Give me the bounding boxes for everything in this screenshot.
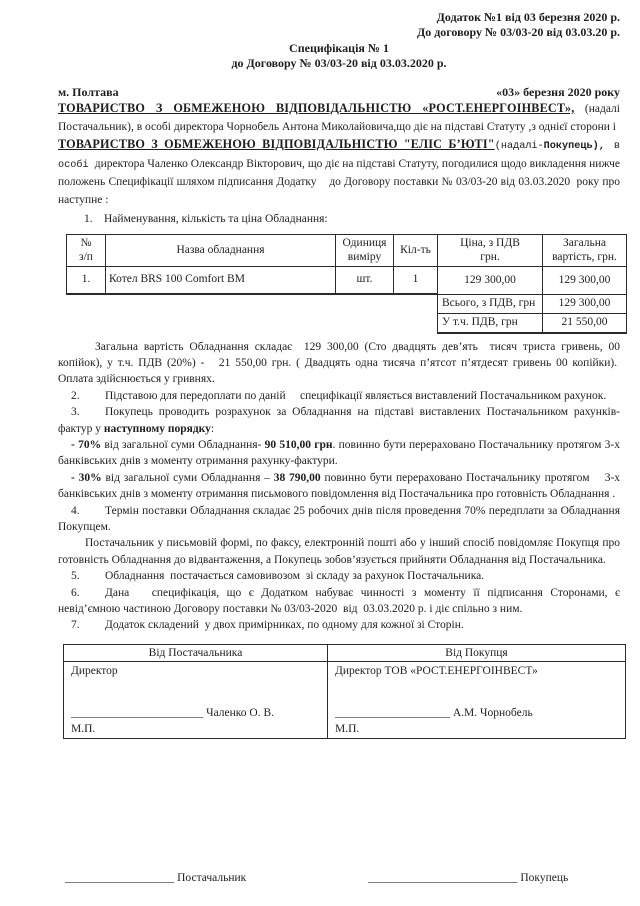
payment-30-paragraph: - 30% від загальної суми Обладнання – 38 790,00 повинно бути перераховано Постачальнику протягом 3-х банківських днів з моменту отримання письмового повідомлення від Постачальника про готовність Обладнання . [58, 471, 621, 501]
clause-7-text: Додаток складений у двох примірниках, по одному для кожної зі Сторін. [105, 619, 464, 632]
footer-buyer-sign [368, 872, 568, 884]
buyer-signer-name: А.М. Чорнобель [452, 706, 533, 719]
clause-6 [58, 585, 620, 618]
row-price: 129 300,00 [438, 267, 543, 295]
notification-paragraph: Постачальник у письмовій формі, по факсу, електронній пошті або у інший спосіб повідомляє Покупця про готовність Обладнання до відвантаження, а Покупець зобов’язується прийняти Обладнання від Постачальника. [58, 537, 620, 566]
supplier-company-name: ТОВАРИСТВО З ОБМЕЖЕНОЮ ВІДПОВІДАЛЬНІСТЮ «РОСТ.ЕНЕРГОІНВЕСТ», [58, 101, 575, 115]
buyer-signature-line [335, 705, 618, 721]
supplier-role: Директор [71, 664, 118, 677]
buyer-alias-suffix: в особі [58, 141, 620, 171]
clause-1-text: Найменування, кількість та ціна Обладнання: [104, 213, 328, 225]
equipment-table-header [67, 235, 627, 267]
clause-3-colon: : [210, 422, 215, 435]
clause-2 [58, 388, 620, 404]
spec-title-block [58, 41, 620, 71]
buyer-seal-label: М.П. [335, 722, 360, 735]
payment-70-paragraph: - 70% від загальної суми Обладнання- 90 510,00 грн. повинно бути перераховано Постачальнику протягом 3-х банківських днів з моменту отримання рахунку-фактури. [58, 438, 620, 468]
total-label: Всього, з ПДВ, грн [438, 294, 543, 313]
footer-supplier-blank: ___________________ [65, 872, 175, 884]
buyer-alias-prefix: (надалі- [494, 141, 544, 152]
clause-1-number: 1. [84, 213, 93, 225]
vat-label: У т.ч. ПДВ, грн [438, 313, 543, 333]
buyer-company-name: ТОВАРИСТВО З ОБМЕЖЕНОЮ ВІДПОВІДАЛЬНІСТЮ "ЕЛІС Б’ЮТІ" [58, 137, 495, 151]
clause-4 [58, 503, 620, 536]
header-price: Ціна, з ПДВ грн. [438, 235, 543, 267]
appendix-header [58, 10, 620, 40]
buyer-signature-cell [328, 661, 626, 738]
header-total: Загальна вартість, грн. [543, 235, 627, 267]
clause-3 [58, 404, 620, 437]
total-row [67, 294, 627, 313]
supplier-signature-line [71, 705, 320, 721]
supplier-signature-cell [64, 661, 328, 738]
spec-title: Специфікація № 1 [289, 41, 389, 55]
supplier-signature-header: Від Постачальника [64, 644, 328, 661]
clause-1 [58, 211, 620, 228]
clause-3-bold: наступному порядку [103, 422, 211, 435]
clause-4-text: Термін поставки Обладнання складає 25 робочих днів після проведення 70% передплати за Обладнання Покупцем. [58, 504, 620, 533]
footer-buyer-blank: __________________________ [368, 872, 518, 884]
row-unit: шт. [336, 267, 394, 295]
date-label: «03» березня 2020 року [496, 85, 620, 99]
buyer-signature-header: Від Покупця [328, 644, 626, 661]
clause-5 [58, 568, 620, 584]
clause-4-number: 4. [71, 504, 80, 517]
payment-30-amount: 38 790,00 [273, 471, 321, 484]
signature-table [63, 644, 626, 739]
supplier-paragraph [58, 100, 620, 136]
header-unit: Одиниця виміру [336, 235, 394, 267]
clause-5-text: Обладнання постачається самовивозом зі складу за рахунок Постачальника. [105, 570, 485, 583]
supplier-paragraph-text: (надалі Постачальник), в особі директора Чорнобель Антона Миколайовича,що діє на підставі Статуту ,з однієї сторони і [58, 103, 620, 133]
city-label: м. Полтава [58, 85, 119, 99]
buyer-role: Директор ТОВ «РОСТ.ЕНЕРГОІНВЕСТ» [335, 664, 538, 677]
clause-5-number: 5. [71, 570, 80, 583]
supplier-seal-label: М.П. [71, 722, 96, 735]
supplier-signer-name: Чаленко О. В. [206, 706, 275, 719]
contract-line: До договору № 03/03-20 від 03.03.20 р. [416, 25, 620, 39]
appendix-line: Додаток №1 від 03 березня 2020 р. [436, 10, 620, 24]
clause-3-text: Покупець проводить розрахунок за Обладнання на підставі виставлених Постачальником рахунків-фактур у [58, 406, 620, 435]
row-total: 129 300,00 [543, 267, 627, 295]
supplier-signature-blank: _______________________ [71, 706, 204, 719]
clause-2-text: Підставою для передоплати по даній специфікації являється виставлений Постачальником рахунок. [105, 389, 607, 402]
buyer-alias: Покупець), [543, 141, 605, 152]
total-cost-paragraph: Загальна вартість Обладнання складає 129 300,00 (Сто двадцять дев’ять тисяч триста гривень, 00 копійок), у т.ч. ПДВ (20%) - 21 550,00 грн. ( Двадцять одна тисяча п’ятсот п’ятдесят гривень 00 копійки). Оплата здійснюється у гривнях. [58, 340, 620, 386]
vat-row [67, 313, 627, 333]
payment-30-percent: - 30% [71, 471, 102, 484]
clause-7 [58, 617, 620, 633]
footer-buyer-label: Покупець [520, 872, 569, 884]
buyer-paragraph [58, 136, 620, 209]
clause-2-number: 2. [71, 389, 80, 402]
payment-70-amount: 90 510,00 грн [264, 438, 333, 451]
footer-signature-row [0, 872, 640, 892]
buyer-signature-blank: ____________________ [335, 706, 450, 719]
signature-table-header [64, 644, 626, 661]
equipment-table [66, 234, 627, 334]
footer-supplier-sign [65, 872, 246, 884]
header-qty: Кіл-ть [394, 235, 438, 267]
table-row [67, 267, 627, 295]
buyer-paragraph-text: директора Чаленко Олександр Вікторович, що діє на підставі Статуту, погодилися щодо викладення нижче положень Специфікації шляхом підписання Додатку до Договору поставки № 03/03-20 від 03.03.2020 року про наступне : [58, 157, 621, 206]
row-qty: 1 [394, 267, 438, 295]
signature-table-body [64, 661, 626, 738]
clause-3-number: 3. [71, 406, 80, 419]
footer-supplier-label: Постачальник [177, 872, 247, 884]
clause-6-text: Дана специфікація, що є Додатком набуває чинності з моменту її підписання Сторонами, є невід’ємною частиною Договору поставки № 03/03-2020 від 03.03.2020 р. і діє спільно з ним. [58, 586, 620, 615]
vat-value: 21 550,00 [543, 313, 627, 333]
row-num: 1. [67, 267, 106, 295]
payment-70-percent: - 70% [71, 438, 102, 451]
clause-6-number: 6. [71, 586, 80, 599]
header-name: Назва обладнання [106, 235, 336, 267]
city-date-row [58, 84, 620, 100]
spec-subtitle: до Договору № 03/03-20 від 03.03.2020 р. [231, 56, 447, 70]
row-equipment-name: Котел BRS 100 Comfort BM [106, 267, 336, 295]
clause-7-number: 7. [71, 619, 80, 632]
header-num: № з/п [67, 235, 106, 267]
total-value: 129 300,00 [543, 294, 627, 313]
